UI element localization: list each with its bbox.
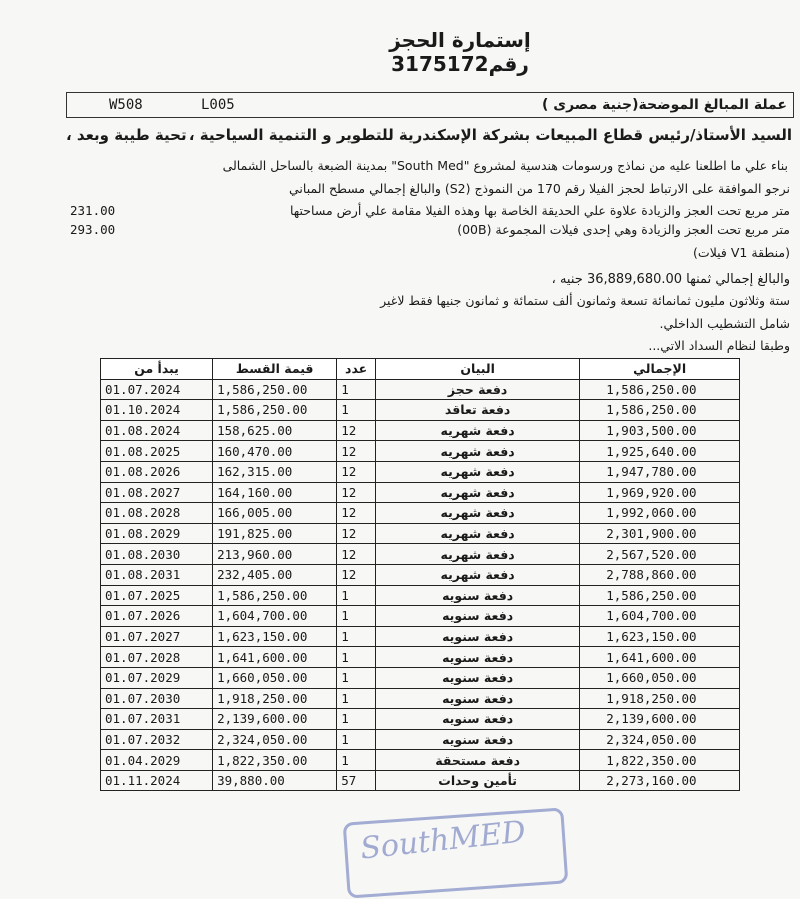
cell-installment: 232,405.00 [213, 564, 337, 585]
cell-total: 1,604,700.00 [580, 606, 740, 627]
cell-start-date: 01.07.2031 [101, 709, 213, 730]
table-row [101, 523, 740, 544]
cell-description: دفعة شهريه [376, 420, 580, 441]
cell-installment: 2,324,050.00 [213, 729, 337, 750]
cell-count: 12 [337, 544, 376, 565]
table-row [101, 606, 740, 627]
cell-start-date: 01.07.2032 [101, 729, 213, 750]
currency-label: عملة المبالغ الموضحة(جنية مصرى ) [541, 97, 787, 113]
letter-finishing-note: شامل التشطيب الداخلي. [659, 316, 790, 331]
cell-description: دفعة سنويه [376, 606, 580, 627]
cell-start-date: 01.08.2025 [101, 441, 213, 462]
company-stamp-text: SouthMED [358, 814, 528, 867]
cell-total: 2,273,160.00 [580, 770, 740, 791]
cell-count: 1 [337, 585, 376, 606]
cell-count: 12 [337, 461, 376, 482]
table-row [101, 503, 740, 524]
cell-total: 1,641,600.00 [580, 647, 740, 668]
cell-count: 1 [337, 688, 376, 709]
cell-total: 1,586,250.00 [580, 400, 740, 421]
cell-description: دفعة سنويه [376, 626, 580, 647]
cell-description: دفعة سنويه [376, 688, 580, 709]
header-count: عدد [337, 359, 376, 380]
table-row [101, 544, 740, 565]
cell-installment: 160,470.00 [213, 441, 337, 462]
cell-start-date: 01.07.2025 [101, 585, 213, 606]
cell-description: دفعة تعاقد [376, 400, 580, 421]
table-row [101, 420, 740, 441]
cell-count: 12 [337, 420, 376, 441]
cell-start-date: 01.10.2024 [101, 400, 213, 421]
table-row [101, 626, 740, 647]
cell-total: 1,918,250.00 [580, 688, 740, 709]
table-header-row [101, 359, 740, 380]
cell-installment: 1,918,250.00 [213, 688, 337, 709]
header-start-date: يبدأ من [101, 359, 213, 380]
cell-start-date: 01.07.2027 [101, 626, 213, 647]
cell-start-date: 01.11.2024 [101, 770, 213, 791]
table-row [101, 400, 740, 421]
table-row [101, 461, 740, 482]
cell-description: دفعة سنويه [376, 709, 580, 730]
cell-installment: 1,604,700.00 [213, 606, 337, 627]
cell-installment: 166,005.00 [213, 503, 337, 524]
cell-installment: 1,641,600.00 [213, 647, 337, 668]
cell-installment: 1,822,350.00 [213, 750, 337, 771]
cell-count: 1 [337, 626, 376, 647]
cell-total: 1,992,060.00 [580, 503, 740, 524]
cell-total: 2,788,860.00 [580, 564, 740, 585]
cell-count: 1 [337, 379, 376, 400]
cell-installment: 1,660,050.00 [213, 667, 337, 688]
cell-total: 2,301,900.00 [580, 523, 740, 544]
letter-paragraph-1: بناء علي ما اطلعنا عليه من نماذج ورسومات هندسية لمشروع "South Med" بمدينة الضبعة بالساحل الشمالى [222, 158, 788, 173]
payment-schedule-table [100, 358, 740, 791]
cell-description: دفعة شهريه [376, 544, 580, 565]
cell-start-date: 01.04.2029 [101, 750, 213, 771]
cell-total: 1,660,050.00 [580, 667, 740, 688]
cell-description: دفعة سنويه [376, 647, 580, 668]
cell-count: 1 [337, 400, 376, 421]
cell-installment: 158,625.00 [213, 420, 337, 441]
cell-total: 1,969,920.00 [580, 482, 740, 503]
cell-installment: 213,960.00 [213, 544, 337, 565]
cell-start-date: 01.08.2031 [101, 564, 213, 585]
table-row [101, 709, 740, 730]
cell-start-date: 01.07.2026 [101, 606, 213, 627]
table-row [101, 441, 740, 462]
cell-start-date: 01.08.2027 [101, 482, 213, 503]
cell-count: 1 [337, 667, 376, 688]
cell-description: دفعة شهريه [376, 461, 580, 482]
table-row [101, 564, 740, 585]
header-total: الإجمالي [580, 359, 740, 380]
cell-count: 12 [337, 523, 376, 544]
letter-paragraph-3: متر مربع تحت العجز والزيادة علاوة علي الحديقة الخاصة بها وهذه الفيلا مقامة علي أرض مساحتها [289, 203, 790, 218]
cell-count: 1 [337, 647, 376, 668]
cell-count: 1 [337, 606, 376, 627]
currency-code-2: L005 [201, 97, 235, 113]
table-row [101, 647, 740, 668]
currency-code-1: W508 [109, 97, 143, 113]
cell-description: دفعة شهريه [376, 441, 580, 462]
cell-installment: 191,825.00 [213, 523, 337, 544]
cell-installment: 39,880.00 [213, 770, 337, 791]
cell-description: دفعة سنويه [376, 585, 580, 606]
cell-total: 1,947,780.00 [580, 461, 740, 482]
letter-total-price: والبالغ إجمالي ثمنها 36,889,680.00 جنيه ، [551, 272, 790, 287]
cell-total: 1,903,500.00 [580, 420, 740, 441]
letter-greeting: تحية طيبة وبعد ، [66, 126, 187, 144]
table-row [101, 482, 740, 503]
cell-total: 2,139,600.00 [580, 709, 740, 730]
cell-start-date: 01.08.2029 [101, 523, 213, 544]
cell-description: دفعة سنويه [376, 729, 580, 750]
form-title: إستمارة الحجز رقم3175172 [389, 28, 531, 76]
letter-paragraph-5: (منطقة V1 فيلات) [693, 245, 790, 260]
cell-start-date: 01.08.2024 [101, 420, 213, 441]
built-area-value: 231.00 [70, 203, 116, 218]
letter-paragraph-2: نرجو الموافقة على الارتباط لحجز الفيلا رقم 170 من النموذج (S2) والبالغ إجمالي مسطح المباني [289, 181, 790, 196]
table-row [101, 379, 740, 400]
cell-total: 2,567,520.00 [580, 544, 740, 565]
cell-total: 1,586,250.00 [580, 379, 740, 400]
cell-installment: 1,586,250.00 [213, 379, 337, 400]
table-row [101, 729, 740, 750]
table-row [101, 688, 740, 709]
cell-total: 1,822,350.00 [580, 750, 740, 771]
cell-total: 1,623,150.00 [580, 626, 740, 647]
header-description: البيان [376, 359, 580, 380]
cell-installment: 1,586,250.00 [213, 400, 337, 421]
cell-start-date: 01.07.2030 [101, 688, 213, 709]
cell-count: 57 [337, 770, 376, 791]
currency-box [66, 92, 794, 118]
cell-start-date: 01.07.2029 [101, 667, 213, 688]
table-row [101, 667, 740, 688]
letter-payment-intro: وطبقا لنظام السداد الاتي... [648, 338, 790, 353]
cell-description: تأمين وحدات [376, 770, 580, 791]
cell-description: دفعة سنويه [376, 667, 580, 688]
cell-installment: 164,160.00 [213, 482, 337, 503]
cell-description: دفعة شهريه [376, 564, 580, 585]
cell-start-date: 01.08.2030 [101, 544, 213, 565]
cell-total: 1,925,640.00 [580, 441, 740, 462]
cell-description: دفعة شهريه [376, 523, 580, 544]
cell-count: 1 [337, 709, 376, 730]
land-area-value: 293.00 [70, 222, 116, 237]
cell-start-date: 01.08.2026 [101, 461, 213, 482]
cell-description: دفعة شهريه [376, 503, 580, 524]
letter-paragraph-4: متر مربع تحت العجز والزيادة وهي إحدى فيلات المجموعة (00B) [457, 222, 790, 237]
table-row [101, 585, 740, 606]
header-installment: قيمة القسط [213, 359, 337, 380]
cell-description: دفعة حجز [376, 379, 580, 400]
cell-installment: 1,623,150.00 [213, 626, 337, 647]
cell-start-date: 01.08.2028 [101, 503, 213, 524]
cell-count: 1 [337, 729, 376, 750]
letter-price-in-words: ستة وثلاثون مليون ثمانمائة تسعة وثمانون ألف ستمائة و ثمانون جنيها فقط لاغير [380, 293, 790, 308]
cell-total: 2,324,050.00 [580, 729, 740, 750]
cell-description: دفعة شهريه [376, 482, 580, 503]
table-row [101, 770, 740, 791]
cell-start-date: 01.07.2024 [101, 379, 213, 400]
cell-total: 1,586,250.00 [580, 585, 740, 606]
cell-installment: 162,315.00 [213, 461, 337, 482]
cell-description: دفعة مستحقة [376, 750, 580, 771]
cell-installment: 1,586,250.00 [213, 585, 337, 606]
cell-installment: 2,139,600.00 [213, 709, 337, 730]
cell-count: 12 [337, 482, 376, 503]
cell-count: 12 [337, 441, 376, 462]
cell-start-date: 01.07.2028 [101, 647, 213, 668]
letter-addressee: السيد الأستاذ/رئيس قطاع المبيعات بشركة الإسكندرية للتطوير و التنمية السياحية ، [188, 126, 792, 144]
table-row [101, 750, 740, 771]
cell-count: 1 [337, 750, 376, 771]
cell-count: 12 [337, 564, 376, 585]
cell-count: 12 [337, 503, 376, 524]
